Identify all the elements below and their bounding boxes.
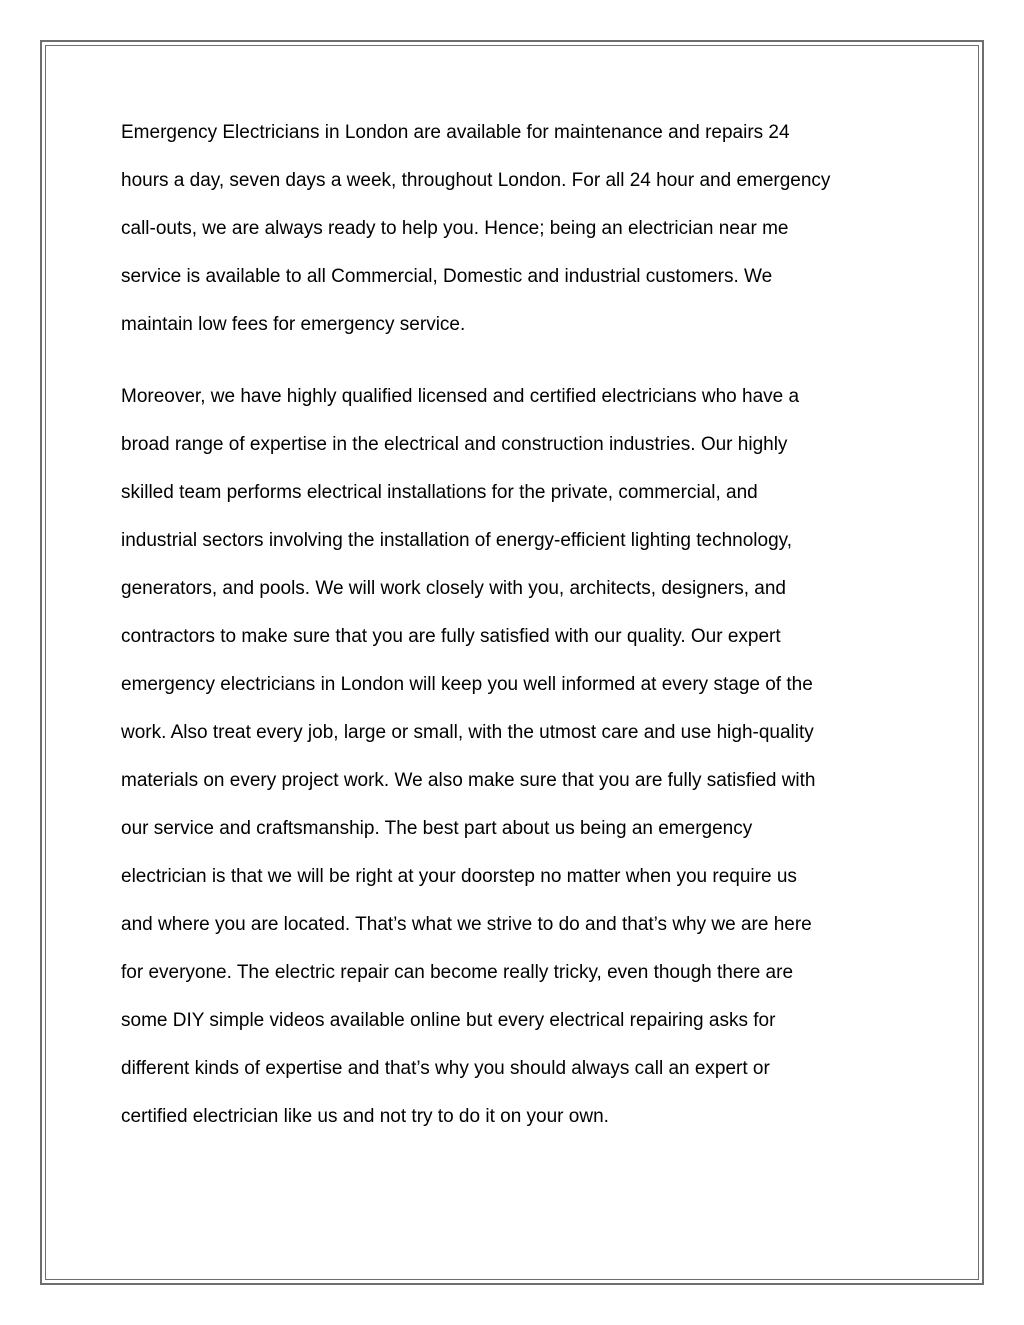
text-line: industrial sectors involving the installation of energy-efficient lighting technology, (121, 530, 793, 551)
text-line: some DIY simple videos available online but every electrical repairing asks for (121, 1010, 776, 1031)
text-line: emergency electricians in London will keep you well informed at every stage of the (121, 674, 813, 695)
text-line: electrician is that we will be right at your doorstep no matter when you require us (121, 866, 797, 887)
paragraph-1 (121, 114, 921, 354)
text-line: Emergency Electricians in London are available for maintenance and repairs 24 (121, 122, 790, 143)
text-line: different kinds of expertise and that’s why you should always call an expert or (121, 1058, 770, 1079)
text-line: maintain low fees for emergency service. (121, 314, 466, 335)
text-line: hours a day, seven days a week, throughout London. For all 24 hour and emergency (121, 170, 831, 191)
text-line: our service and craftsmanship. The best part about us being an emergency (121, 818, 753, 839)
text-line: work. Also treat every job, large or small, with the utmost care and use high-quality (121, 722, 814, 743)
paragraph-2 (121, 378, 921, 1146)
paragraph-spacer (121, 354, 921, 378)
text-line: contractors to make sure that you are fully satisfied with our quality. Our expert (121, 626, 781, 647)
text-line: certified electrician like us and not try to do it on your own. (121, 1106, 609, 1127)
text-line: generators, and pools. We will work closely with you, architects, designers, and (121, 578, 786, 599)
text-line: skilled team performs electrical installations for the private, commercial, and (121, 482, 758, 503)
text-line: service is available to all Commercial, Domestic and industrial customers. We (121, 266, 773, 287)
text-line: materials on every project work. We also make sure that you are fully satisfied with (121, 770, 816, 791)
text-line: broad range of expertise in the electrical and construction industries. Our highly (121, 434, 788, 455)
document-body (121, 114, 921, 1146)
text-line: and where you are located. That’s what we strive to do and that’s why we are here (121, 914, 812, 935)
text-line: call-outs, we are always ready to help you. Hence; being an electrician near me (121, 218, 789, 239)
text-line: Moreover, we have highly qualified licensed and certified electricians who have a (121, 386, 800, 407)
text-line: for everyone. The electric repair can become really tricky, even though there are (121, 962, 794, 983)
